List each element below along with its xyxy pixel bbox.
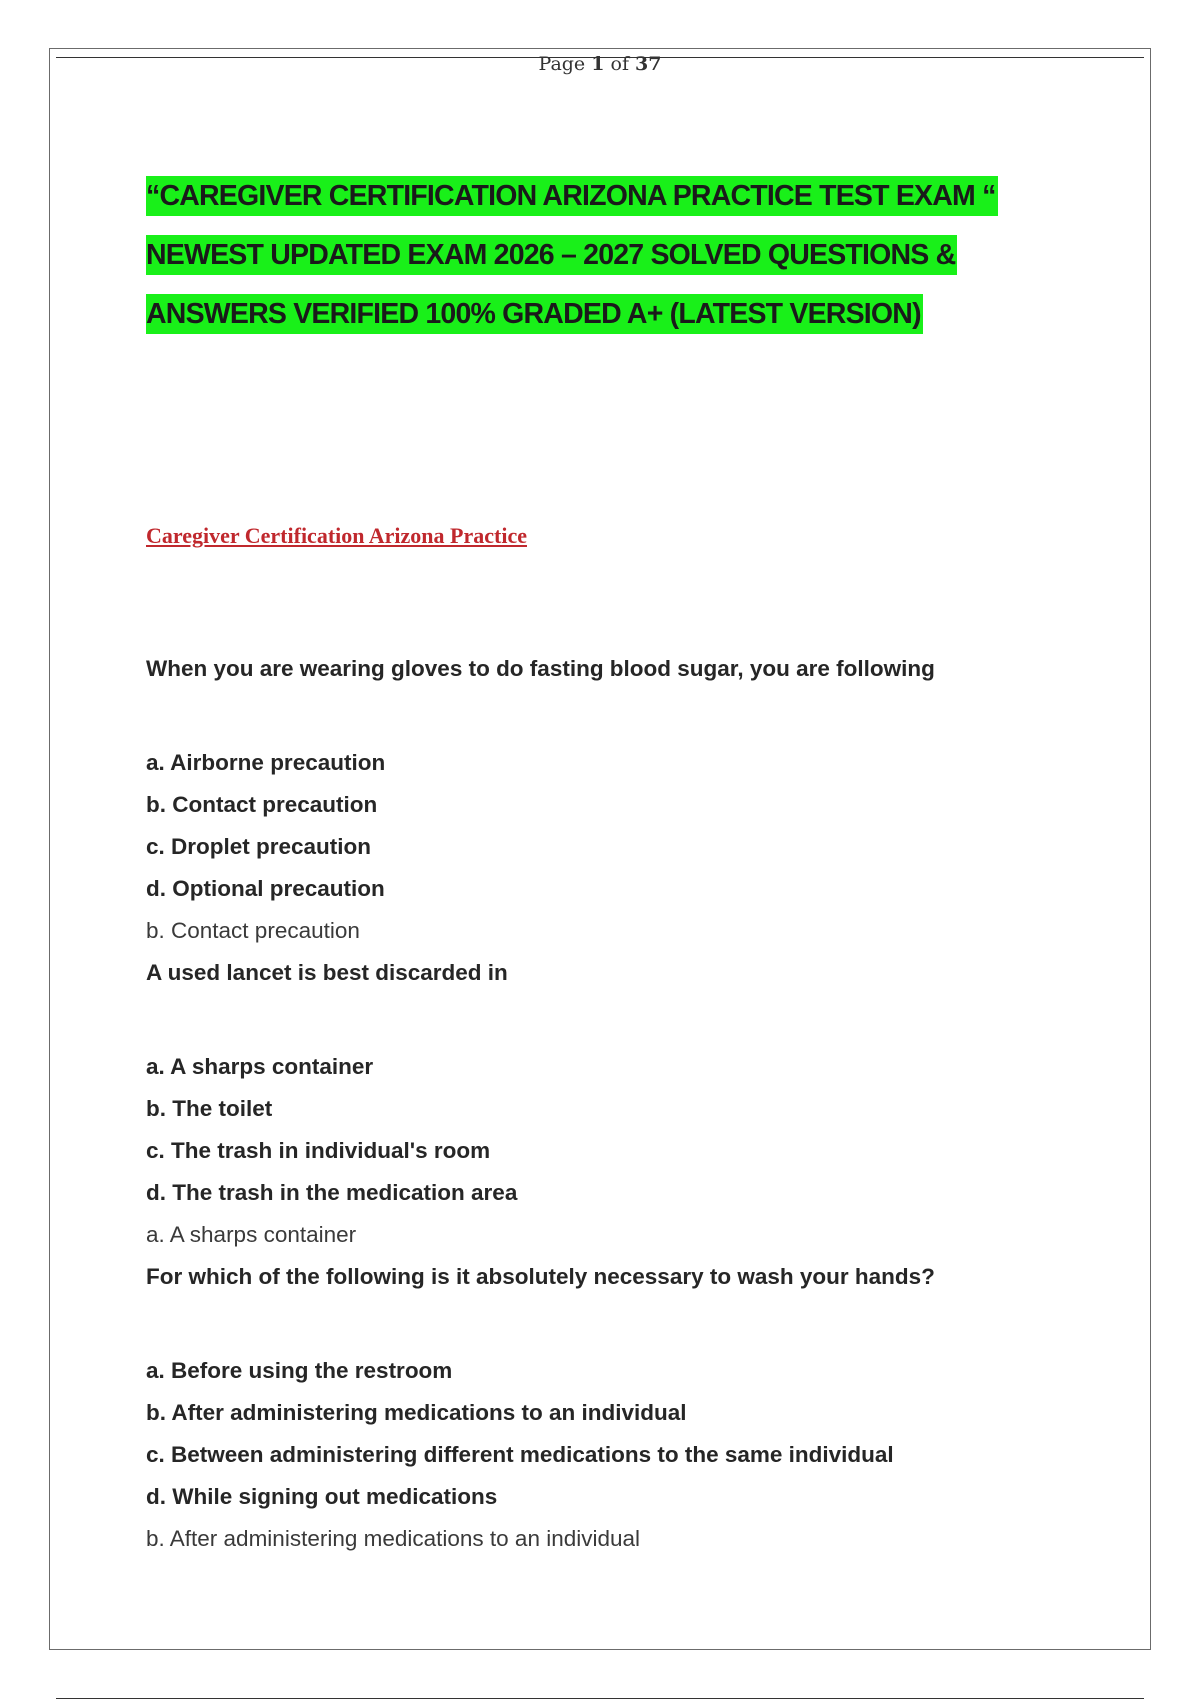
page-prefix: Page: [538, 53, 592, 75]
option-c: c. Between administering different medications to the same individual: [146, 1442, 894, 1467]
document-title: [146, 176, 1106, 353]
option-a: a. Before using the restroom: [146, 1358, 453, 1383]
option-c: c. The trash in individual's room: [146, 1138, 491, 1163]
option-d: d. The trash in the medication area: [146, 1180, 518, 1205]
answer-text: b. After administering medications to an individual: [146, 1526, 641, 1551]
option-a: a. A sharps container: [146, 1054, 374, 1079]
question-block-2: [146, 952, 1086, 1256]
option-a: a. Airborne precaution: [146, 750, 386, 775]
title-line-3: ANSWERS VERIFIED 100% GRADED A+ (LATEST VERSION): [146, 294, 923, 334]
answer-text: b. Contact precaution: [146, 918, 360, 943]
footer-rule: [56, 1698, 1144, 1699]
question-text: When you are wearing gloves to do fasting blood sugar, you are following: [146, 656, 935, 681]
option-b: b. After administering medications to an individual: [146, 1400, 687, 1425]
page-total: 37: [635, 53, 662, 75]
option-c: c. Droplet precaution: [146, 834, 372, 859]
answer-text: a. A sharps container: [146, 1222, 357, 1247]
option-d: d. Optional precaution: [146, 876, 385, 901]
title-line-2: NEWEST UPDATED EXAM 2026 – 2027 SOLVED QUESTIONS &: [146, 235, 957, 275]
title-line-1: “CAREGIVER CERTIFICATION ARIZONA PRACTICE TEST EXAM “: [146, 176, 998, 216]
option-b: b. The toilet: [146, 1096, 273, 1121]
section-heading: Caregiver Certification Arizona Practice: [146, 523, 527, 548]
question-text: A used lancet is best discarded in: [146, 960, 508, 985]
question-block-3: [146, 1256, 1086, 1560]
option-d: d. While signing out medications: [146, 1484, 498, 1509]
option-b: b. Contact precaution: [146, 792, 378, 817]
question-block-1: [146, 648, 1086, 952]
page-of: of: [604, 53, 636, 75]
page-current: 1: [591, 53, 605, 75]
question-text: For which of the following is it absolutely necessary to wash your hands?: [146, 1264, 935, 1289]
page-number: [0, 52, 1200, 76]
question-list: [146, 648, 1086, 1560]
